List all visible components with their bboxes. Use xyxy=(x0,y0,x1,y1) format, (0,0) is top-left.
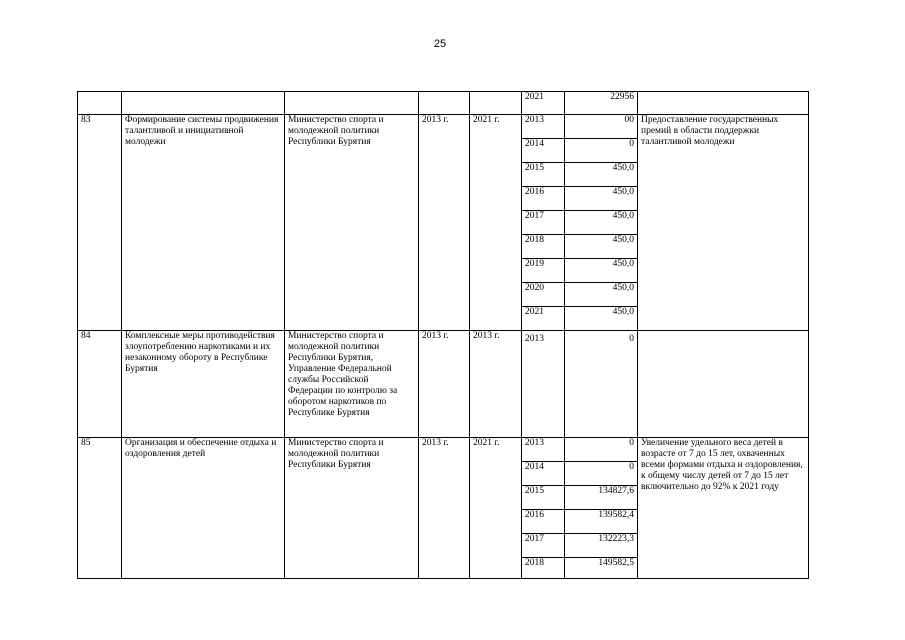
amount-cell: 139582,4 xyxy=(565,510,638,534)
amount-cell: 132223,3 xyxy=(565,534,638,558)
amount-cell: 450,0 xyxy=(565,187,638,211)
page-number: 25 xyxy=(433,38,447,50)
amount-cell: 22956 xyxy=(565,92,638,115)
year-cell: 2020 xyxy=(522,283,565,307)
end-year: 2013 г. xyxy=(470,331,522,438)
executor: Министерство спорта и молодежной политики Республики Бурятия xyxy=(285,115,419,331)
year-cell: 2013 xyxy=(522,438,565,462)
expected-result xyxy=(638,331,809,438)
table-row xyxy=(78,115,809,139)
amount-cell: 450,0 xyxy=(565,259,638,283)
year-cell: 2013 xyxy=(522,115,565,139)
measure-name: Комплексные меры противодействия злоупотреблению наркотиками и их незаконному обороту в Республике Бурятия xyxy=(122,331,285,438)
year-cell: 2017 xyxy=(522,534,565,558)
amount-cell: 450,0 xyxy=(565,283,638,307)
amount-cell: 0 xyxy=(565,438,638,462)
table-row xyxy=(78,92,809,115)
measure-name: Организация и обеспечение отдыха и оздоровления детей xyxy=(122,438,285,579)
start-year: 2013 г. xyxy=(419,331,470,438)
amount-cell: 450,0 xyxy=(565,211,638,235)
year-cell: 2016 xyxy=(522,510,565,534)
year-cell: 2017 xyxy=(522,211,565,235)
expected-result: Предоставление государственных премий в области поддержки талантливой молодежи xyxy=(638,115,809,331)
table-body xyxy=(78,92,809,579)
row-number: 84 xyxy=(78,331,122,438)
start-year: 2013 г. xyxy=(419,438,470,579)
year-cell: 2015 xyxy=(522,163,565,187)
start-year: 2013 г. xyxy=(419,115,470,331)
amount-cell: 450,0 xyxy=(565,163,638,187)
amount-cell: 0 xyxy=(565,462,638,486)
amount-cell: 0 xyxy=(565,139,638,163)
amount-cell: 00 xyxy=(565,115,638,139)
year-cell: 2019 xyxy=(522,259,565,283)
amount-cell: 134827,6 xyxy=(565,486,638,510)
executor: Министерство спорта и молодежной политики Республики Бурятия xyxy=(285,438,419,579)
year-cell: 2018 xyxy=(522,235,565,259)
measure-name: Формирование системы продвижения талантливой и инициативной молодежи xyxy=(122,115,285,331)
end-year: 2021 г. xyxy=(470,438,522,579)
year-cell: 2014 xyxy=(522,139,565,163)
year-cell: 2014 xyxy=(522,462,565,486)
program-table xyxy=(77,91,809,579)
amount-cell: 149582,5 xyxy=(565,558,638,579)
table-row xyxy=(78,438,809,462)
year-cell: 2021 xyxy=(522,307,565,331)
table-row xyxy=(78,331,809,438)
amount-cell: 450,0 xyxy=(565,235,638,259)
year-cell: 2016 xyxy=(522,187,565,211)
row-number: 83 xyxy=(78,115,122,331)
year-cell: 2015 xyxy=(522,486,565,510)
end-year: 2021 г. xyxy=(470,115,522,331)
amount-cell: 0 xyxy=(565,331,638,438)
executor: Министерство спорта и молодежной политики Республики Бурятия, Управление Федеральной службы Российской Федерации по контролю за оборотом наркотиков по Республике Бурятия xyxy=(285,331,419,438)
year-cell: 2013 xyxy=(522,331,565,438)
row-number: 85 xyxy=(78,438,122,579)
expected-result: Увеличение удельного веса детей в возрасте от 7 до 15 лет, охваченных всеми формами отдыха и оздоровления, к общему числу детей от 7 до 15 лет включительно до 92% к 2021 году xyxy=(638,438,809,579)
year-cell: 2021 xyxy=(522,92,565,115)
amount-cell: 450,0 xyxy=(565,307,638,331)
year-cell: 2018 xyxy=(522,558,565,579)
